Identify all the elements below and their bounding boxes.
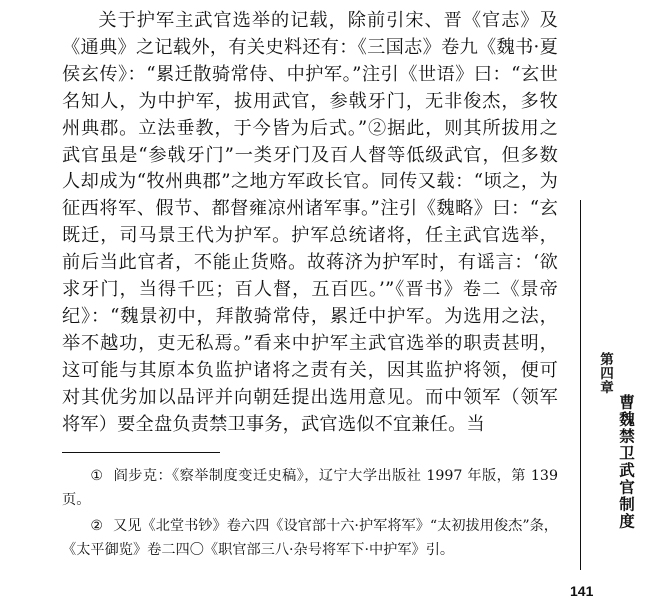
page-number: 141 (570, 583, 594, 599)
footnote-text: 又见《北堂书钞》卷六四《设官部十六·护军将军》“太初拔用俊杰”条，《太平御览》卷二四〇《职官部三八·杂号将军下·中护军》引。 (62, 518, 558, 558)
chapter-label: 第四章 (597, 352, 613, 394)
footnote-text: 阎步克：《察举制度变迁史稿》，辽宁大学出版社 1997 年版，第 139 页。 (62, 468, 558, 508)
footnote (62, 464, 558, 512)
footnote-marker: ① (90, 468, 104, 484)
footnote-marker: ② (90, 518, 104, 534)
footnote (62, 514, 558, 562)
chapter-title: 曹魏禁卫武官制度 (617, 394, 636, 530)
body-paragraph: 关于护军主武官选举的记载，除前引宋、晋《官志》及《通典》之记载外，有关史料还有：《三国志》卷九《魏书·夏侯玄传》：“累迁散骑常侍、中护军。”注引《世语》曰：“玄世名知人，为中护军，拔用武官，参戟牙门，无非俊杰，多牧州典郡。立法垂教，于今皆为后式。”②据此，则其所拔用之武官虽是“参戟牙门”一类牙门及百人督等低级武官，但多数人却成为“牧州典郡”之地方军政长官。同传又载：“顷之，为征西将军、假节、都督雍凉州诸军事。”注引《魏略》曰：“玄既迁，司马景王代为护军。护军总统诸将，任主武官选举，前后当此官者，不能止货赂。故蒋济为护军时，有谣言：‘欲求牙门，当得千匹；百人督，五百匹。’”《晋书》卷二《景帝纪》：“魏景初中，拜散骑常侍，累迁中护军。为选用之法，举不越功，吏无私焉。”看来中护军主武官选举的职责甚明，这可能与其原本负监护诸将之责有关，因其监护将领，便可对其优劣加以品评并向朝廷提出选用意见。而中领军（领军将军）要全盘负责禁卫事务，武官选似不宜兼任。当 (62, 10, 558, 435)
main-text (62, 8, 558, 439)
margin-rule (580, 200, 581, 570)
footnotes (62, 464, 558, 564)
footnote-divider (62, 452, 220, 453)
